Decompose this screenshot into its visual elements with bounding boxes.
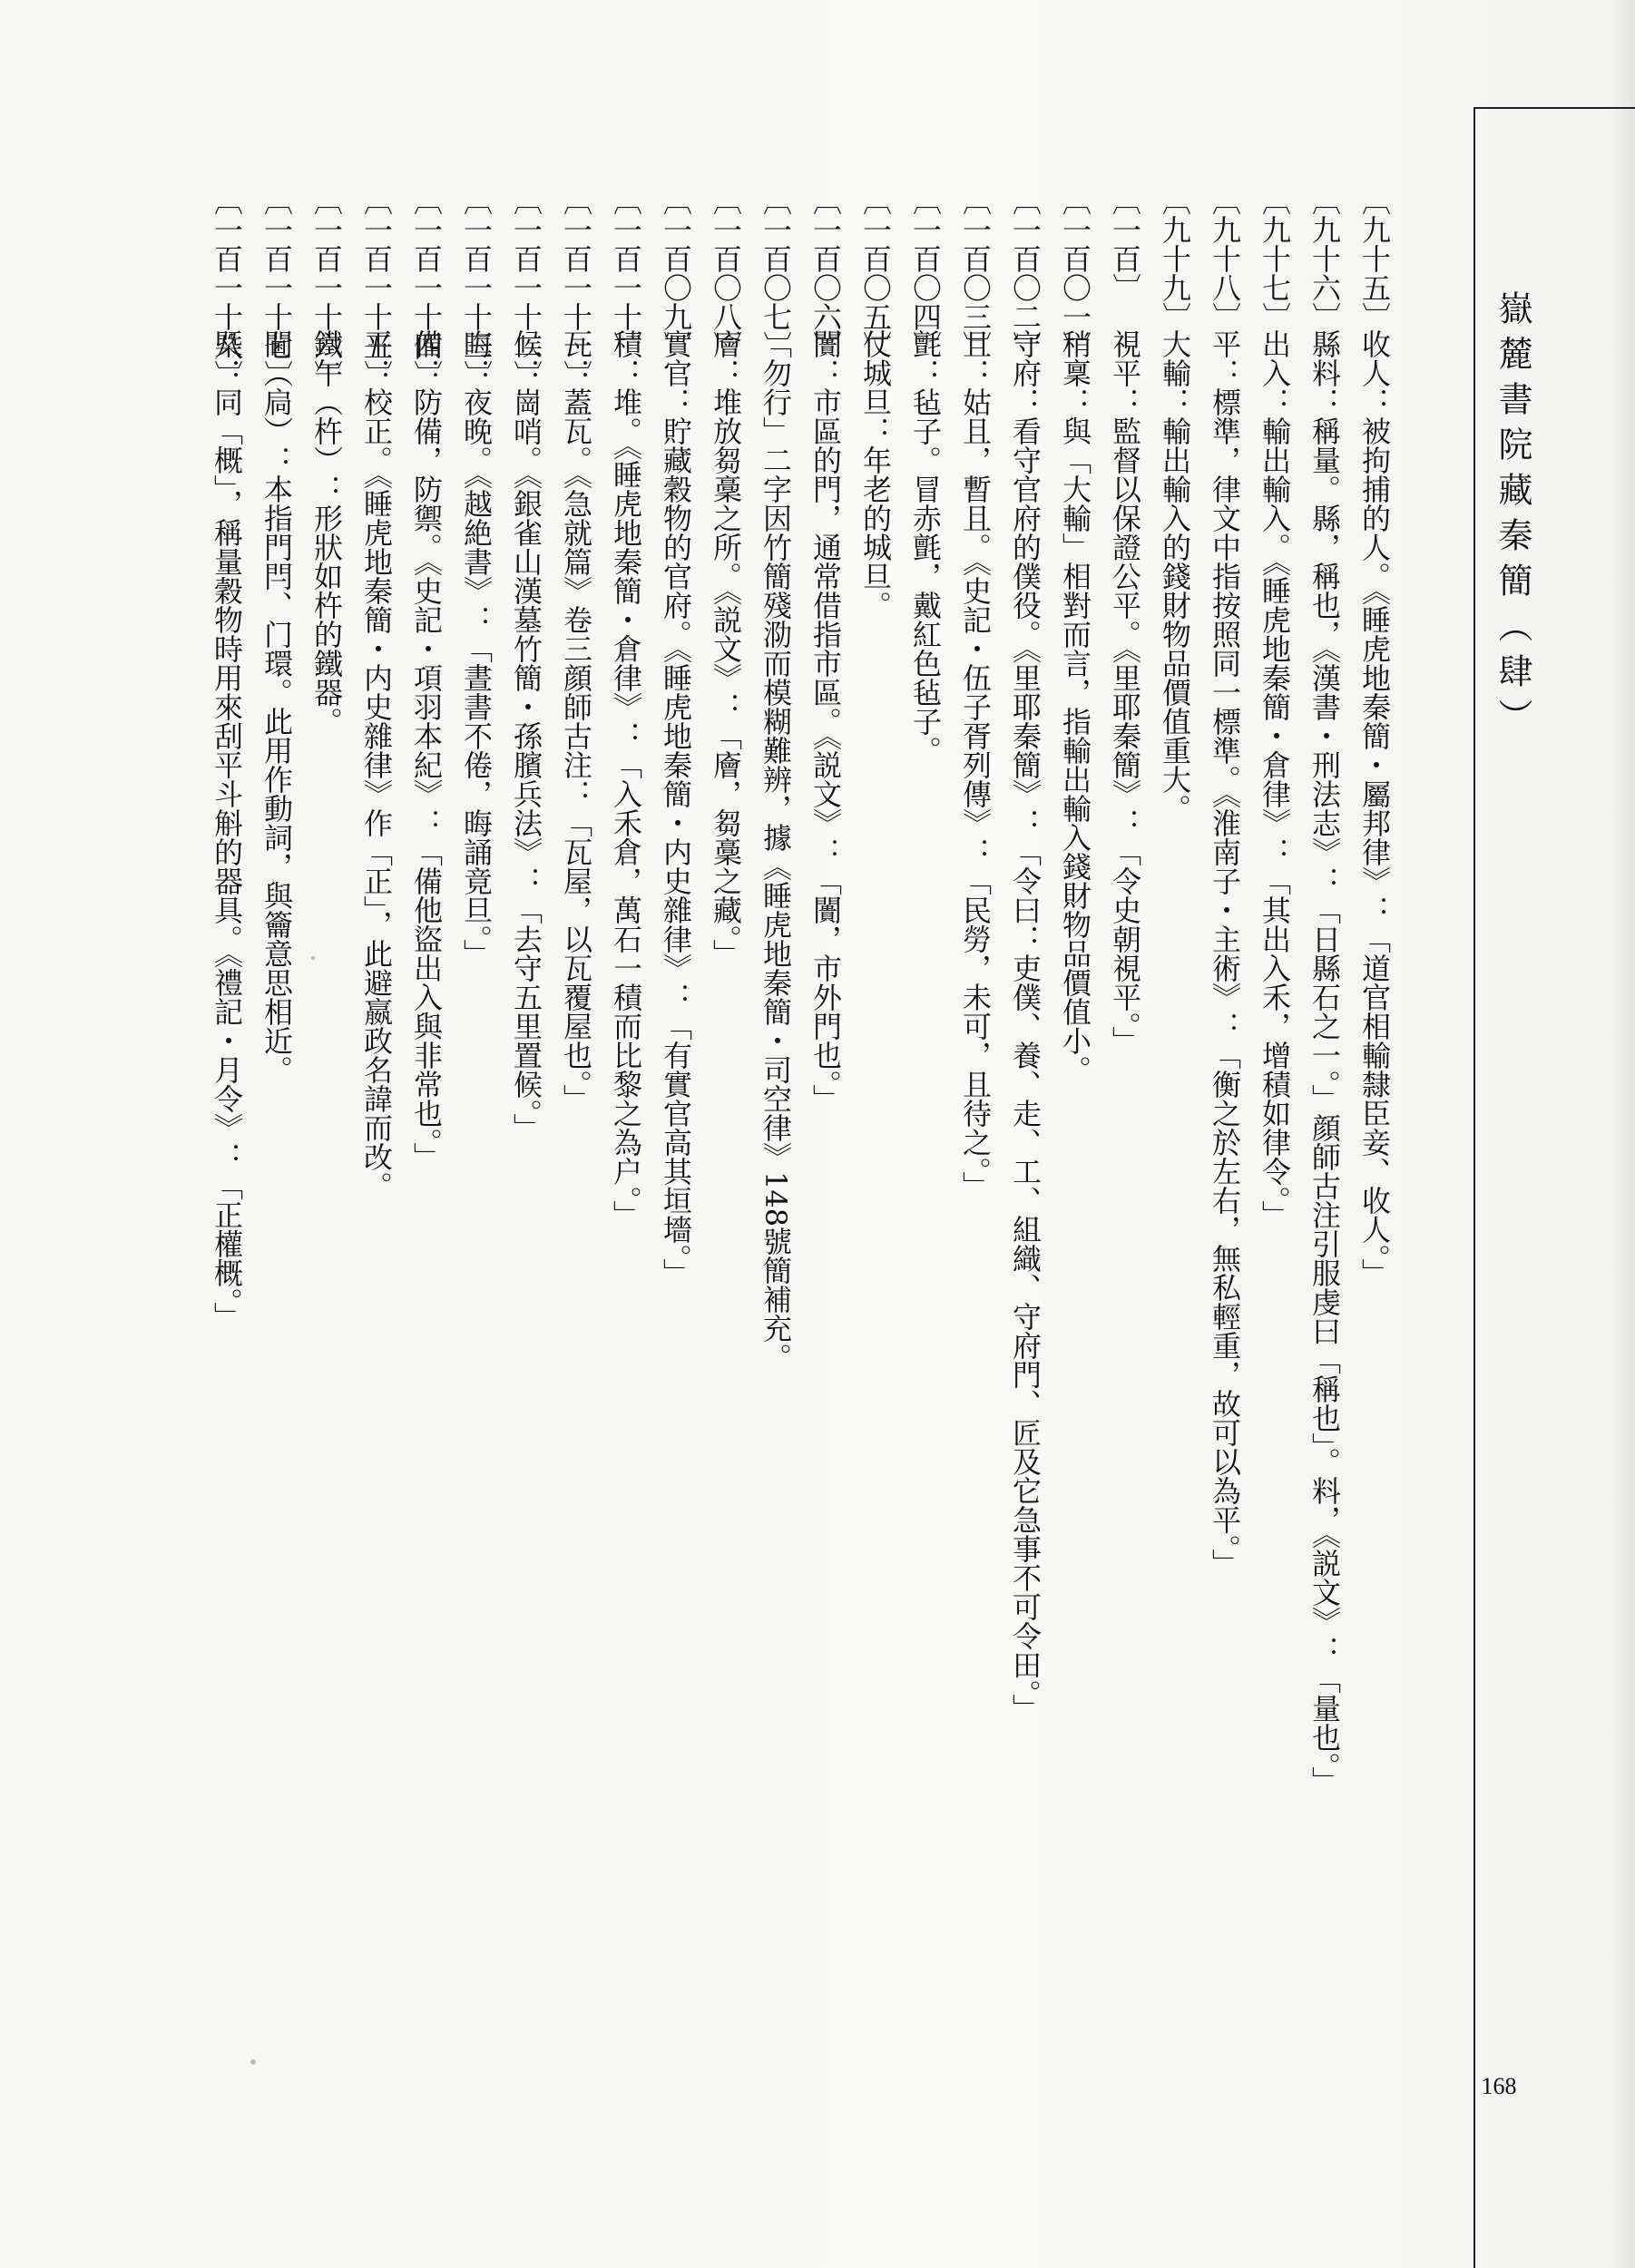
note-item: [950, 186, 1000, 1293]
note-text: 「勿行」二字因竹簡殘泐而模糊難辨，據《睡虎地秦簡・司空律》148號簡補充。: [759, 329, 793, 1373]
note-text: 備：防備，防禦。《史記・項羽本紀》：「備他盜出入與非常也。」: [409, 329, 444, 1171]
note-number: 〔一百一十三〕: [459, 186, 494, 389]
note-item: [301, 186, 351, 1293]
scan-speck: [250, 2059, 256, 2065]
note-text: 縣料：稱量。縣，稱也，《漢書・刑法志》：「日縣石之一。」顔師古注引服虔曰「稱也」。料，《説文》：「量也。」: [1307, 329, 1342, 1795]
note-number: 〔九十九〕: [1158, 186, 1192, 331]
margin-rule: [1473, 107, 1475, 2268]
note-number: 〔一百〇四〕: [908, 186, 943, 360]
note-item: [850, 186, 900, 1293]
note-number: 〔九十八〕: [1208, 186, 1242, 331]
note-item: [501, 186, 551, 1293]
annotation-notes: [192, 186, 1399, 1795]
note-text: 闠：市區的門，通常借指市區。《説文》：「闠，市外門也。」: [808, 329, 843, 1113]
note-text: 閫（扃）：本指門閂、门環。此用作動詞，與籥意思相近。: [259, 329, 294, 1084]
header-rule: [1473, 107, 1635, 109]
note-item: [551, 186, 601, 1293]
note-number: 〔一百一十七〕: [259, 186, 294, 389]
note-item: [1150, 186, 1199, 1293]
note-text: 出入：輸出輸入。《睡虎地秦簡・倉律》：「其出入禾，增積如律令。」: [1258, 329, 1292, 1229]
note-text: 視平：監督以保證公平。《里耶秦簡》：「令史朝視平。」: [1108, 329, 1142, 1055]
note-text: 積：堆。《睡虎地秦簡・倉律》：「入禾倉，萬石一積而比黎之為户。」: [609, 329, 643, 1229]
note-item: [900, 186, 950, 1293]
note-item: [800, 186, 850, 1293]
note-text: 平：標準，律文中指按照同一標準。《淮南子・主術》：「衡之於左右，無私輕重，故可以為平。」: [1208, 329, 1242, 1578]
note-item: [351, 186, 401, 1293]
note-number: 〔一百〇一〕: [1058, 186, 1092, 360]
note-text: 廥：堆放芻稾之所。《説文》：「廥，芻稾之藏。」: [709, 329, 743, 968]
note-number: 〔一百〇八〕: [709, 186, 743, 360]
note-number: 〔一百〇九〕: [659, 186, 693, 360]
note-text: 平：校正。《睡虎地秦簡・内史雜律》作「正」，此避嬴政名諱而改。: [359, 329, 394, 1200]
note-text: 鐵午（杵）：形狀如杵的鐵器。: [309, 329, 344, 736]
note-number: 〔一百〇七〕: [759, 186, 793, 360]
note-text: 晦：夜晚。《越絶書》：「晝書不倦，晦誦竟旦。」: [459, 329, 494, 968]
note-text: 守府：看守官府的僕役。《里耶秦簡》：「令曰：吏僕、養、走、工、組織、守府門、匠及它急事不可令田。」: [1008, 329, 1043, 1723]
note-item: [1050, 186, 1100, 1293]
note-number: 〔一百一十〕: [609, 186, 643, 360]
note-item: [1199, 186, 1249, 1578]
note-number: 〔一百〇二〕: [1008, 186, 1043, 360]
note-number: 〔一百一十五〕: [359, 186, 394, 389]
note-item: [201, 186, 251, 1331]
note-text: 且：姑且，暫且。《史記・伍子胥列傳》：「民勞，未可，且待之。」: [958, 329, 993, 1200]
note-number: 〔一百一十六〕: [309, 186, 344, 389]
note-item: [251, 186, 301, 1293]
note-text: 實官：貯藏穀物的官府。《睡虎地秦簡・内史雜律》：「有實官高其垣墻。」: [659, 329, 693, 1287]
note-item: [601, 186, 651, 1293]
note-item: [1249, 186, 1299, 1293]
note-item: [1299, 186, 1349, 1795]
note-item: [1000, 186, 1050, 1723]
note-number: 〔九十七〕: [1258, 186, 1292, 331]
note-item: [451, 186, 501, 1293]
note-number: 〔一百一十二〕: [509, 186, 543, 389]
note-number: 〔九十六〕: [1307, 186, 1342, 331]
note-text: 氈：毡子。冒赤氈，戴紅色毡子。: [908, 329, 943, 765]
note-text: 仗城旦：年老的城旦。: [858, 329, 893, 620]
note-item: [750, 186, 800, 1373]
note-text: 候：崗哨。《銀雀山漢墓竹簡・孫臏兵法》：「去守五里置候。」: [509, 329, 543, 1142]
note-item: [1100, 186, 1150, 1293]
note-item: [651, 186, 700, 1293]
page-number: 168: [1481, 2073, 1517, 2099]
note-text: 槩：同「概」，稱量穀物時用來刮平斗斛的器具。《禮記・月令》：「正權概。」: [210, 329, 244, 1331]
note-item: [700, 186, 750, 1293]
scan-speck: [311, 956, 315, 960]
note-item: [1349, 186, 1399, 1293]
note-text: 大輸：輸出輸入的錢財物品價值重大。: [1158, 329, 1192, 823]
note-text: 稍稟：與「大輸」相對而言，指輸出輸入錢財物品價值小。: [1058, 329, 1092, 1084]
note-number: 〔一百一十四〕: [409, 186, 444, 389]
note-number: 〔一百〇三〕: [958, 186, 993, 360]
note-item: [401, 186, 451, 1293]
note-number: 〔一百一十八〕: [210, 186, 244, 389]
note-number: 〔一百一十一〕: [559, 186, 593, 389]
note-number: 〔一百〕: [1108, 186, 1142, 302]
note-number: 〔一百〇六〕: [808, 186, 843, 360]
running-head: 嶽麓書院藏秦簡（肆）: [1493, 290, 1532, 744]
note-text: 收人：被拘捕的人。《睡虎地秦簡・屬邦律》：「道官相輸隸臣妾、收人。」: [1357, 329, 1392, 1287]
note-number: 〔九十五〕: [1357, 186, 1392, 331]
note-number: 〔一百〇五〕: [858, 186, 893, 360]
binding-shadow: [1608, 0, 1635, 2268]
note-text: 瓦：蓋瓦。《急就篇》卷三顔師古注：「瓦屋，以瓦覆屋也。」: [559, 329, 593, 1113]
